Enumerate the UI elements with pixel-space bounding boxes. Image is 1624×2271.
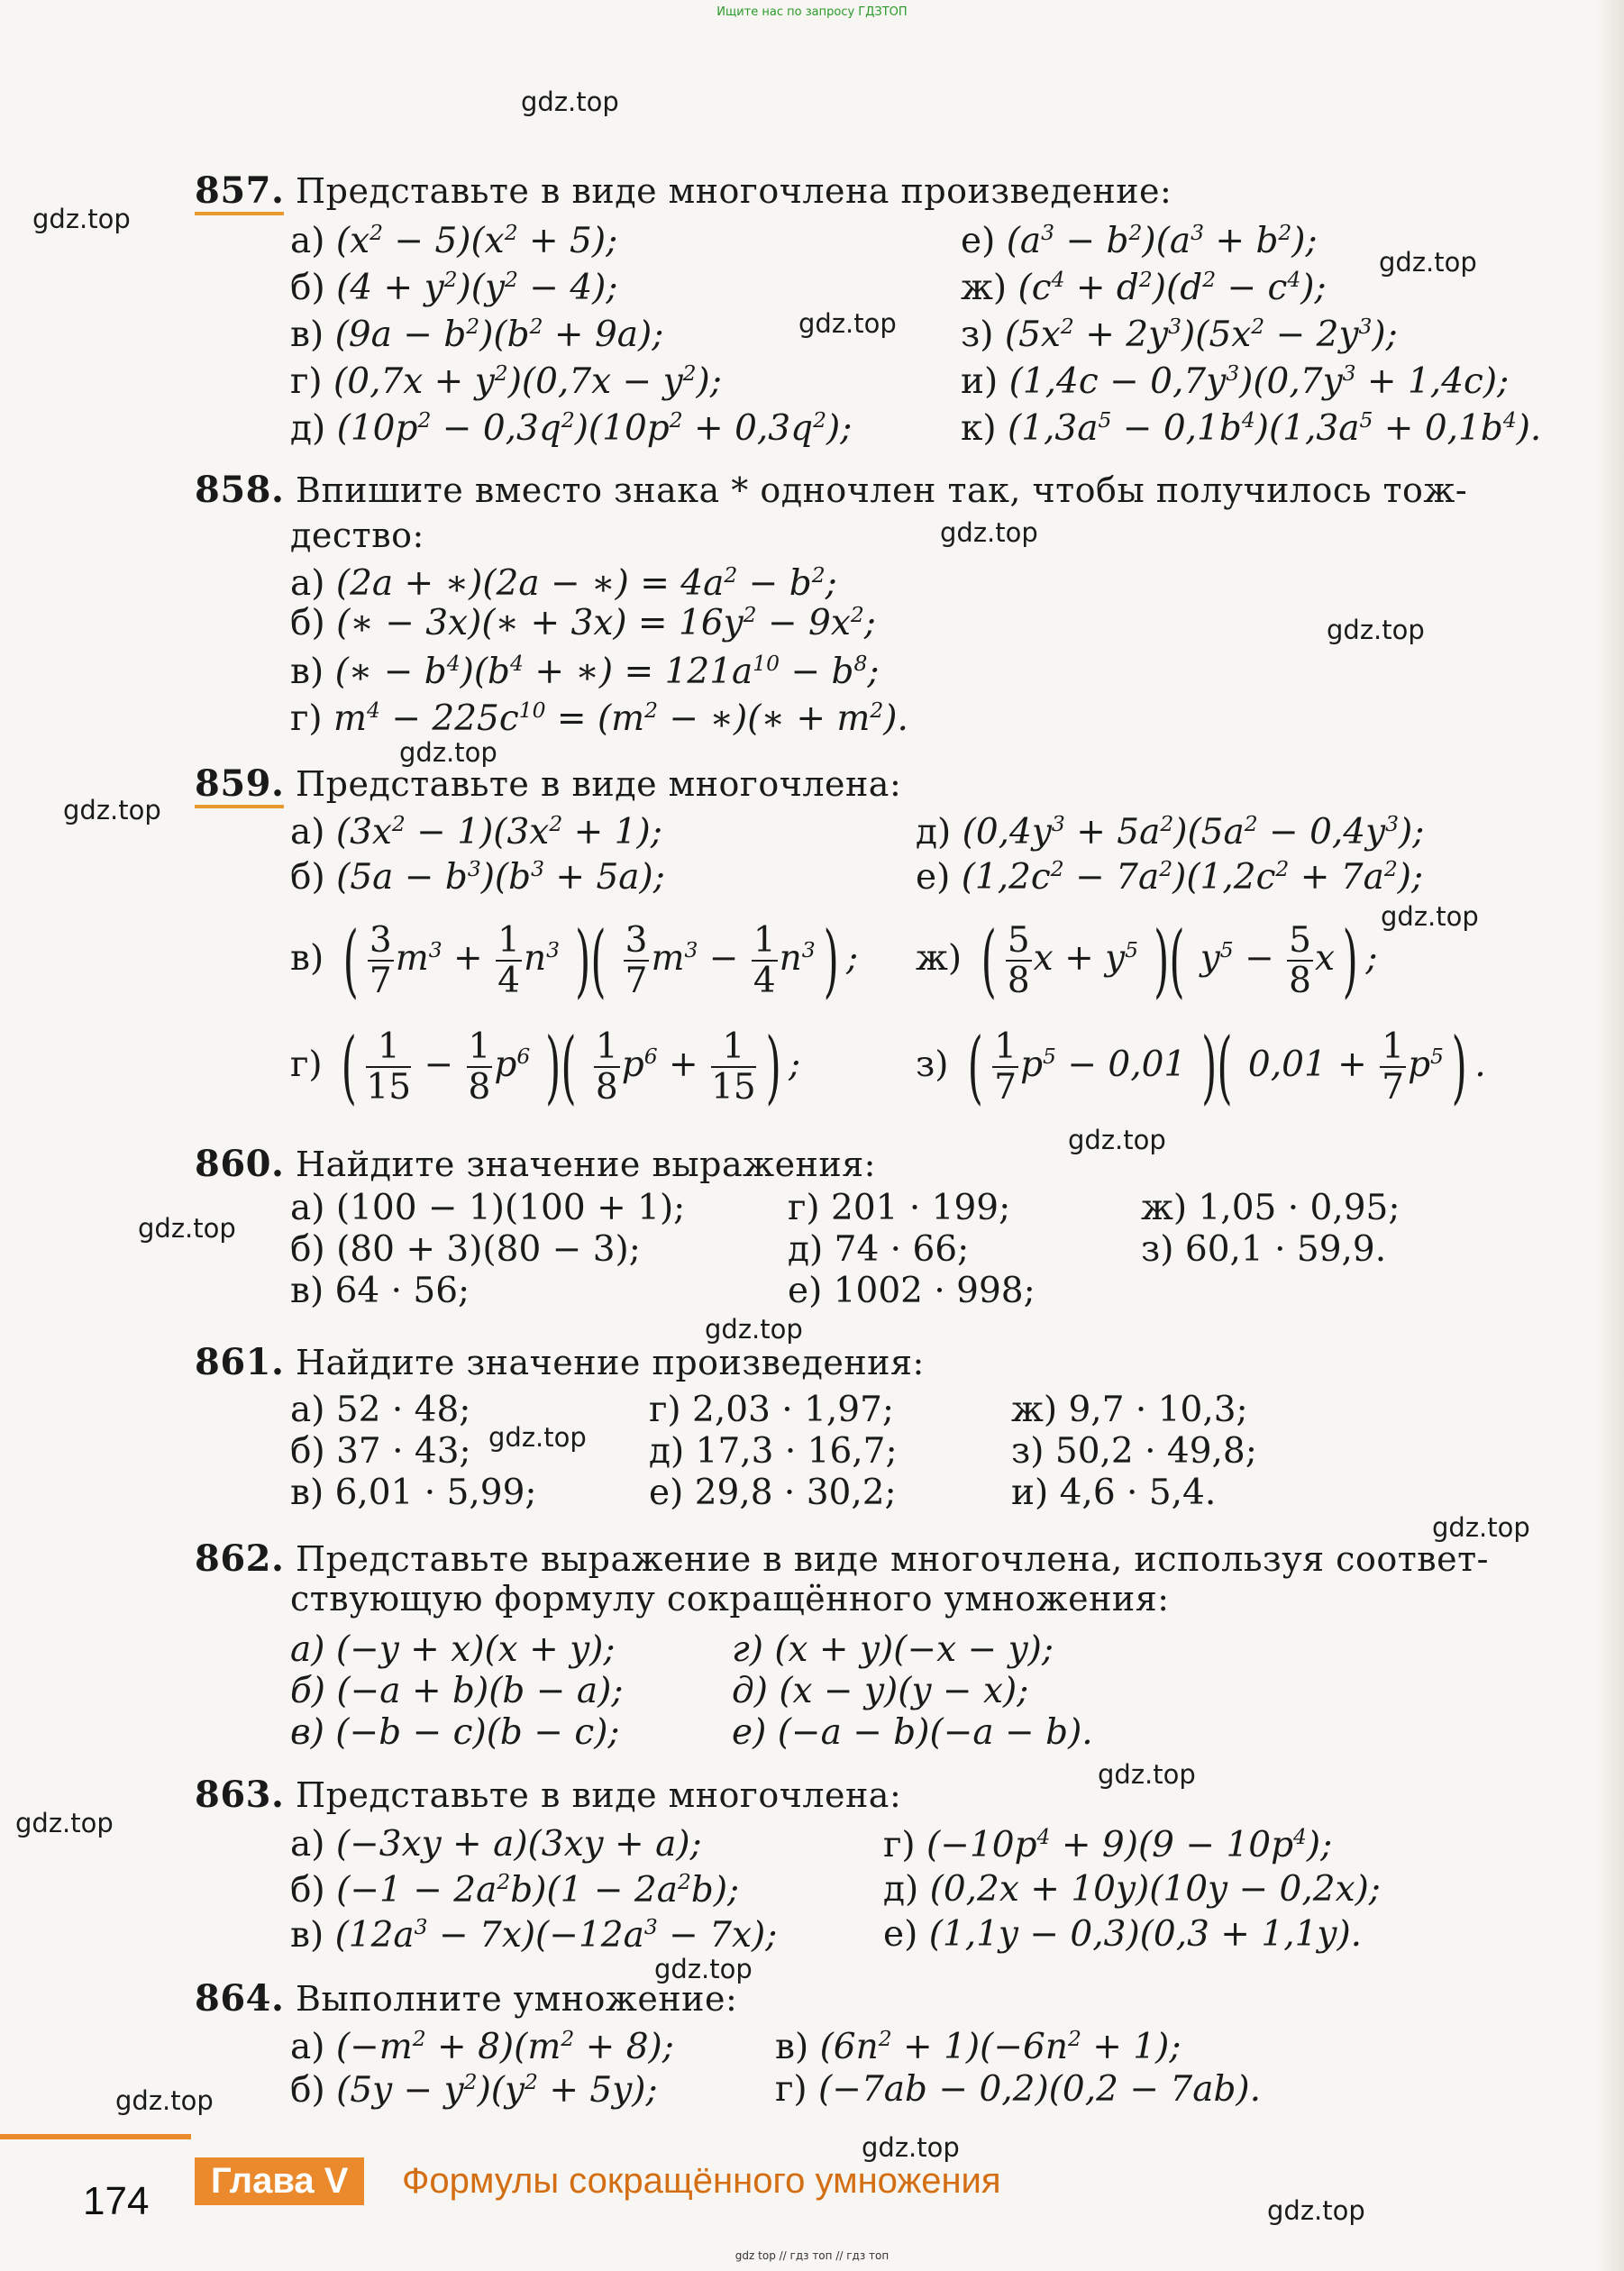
problem-number: 858. xyxy=(195,469,285,511)
page-number: 174 xyxy=(83,2179,150,2223)
expr: е) $(1,2c^2 - 7a^2)(1,2c^2 + 7a^2)$; xyxy=(916,856,1424,898)
expr: б) (80 + 3)(80 − 3); xyxy=(290,1229,641,1270)
expr: ж) 1,05 · 0,95; xyxy=(1141,1188,1400,1228)
problem-858-heading xyxy=(195,469,1467,511)
problem-text: Найдите значение выражения: xyxy=(296,1145,876,1184)
expr: д) (0,2x + 10y)(10y − 0,2x); xyxy=(883,1869,1381,1910)
watermark: gdz.top xyxy=(1381,901,1479,932)
problem-text: Представьте в виде многочлена: xyxy=(296,1775,902,1815)
expr: г) 2,03 · 1,97; xyxy=(649,1390,895,1430)
expr: з) ( $\frac{1}{7}$ $p^5 - 0,01$ )( 0,01 + $\frac{1}{7}$ $p^5$) . xyxy=(916,1020,1486,1113)
expr: к) $(1,3a^5 - 0,1b^4)(1,3a^5 + 0,1b^4)$. xyxy=(961,407,1542,449)
expr: в) $(6n^2 + 1)(-6n^2 + 1)$; xyxy=(775,2026,1182,2067)
watermark: gdz.top xyxy=(1068,1125,1166,1155)
expr: д) 74 · 66; xyxy=(788,1229,970,1270)
expr: г) (x + y)(−x − y); xyxy=(732,1629,1054,1670)
problem-number: 862. xyxy=(195,1537,285,1580)
expr: е) $(a^3 - b^2)(a^3 + b^2)$; xyxy=(961,220,1318,261)
expr: в) 64 · 56; xyxy=(290,1271,470,1311)
watermark: gdz.top xyxy=(1327,615,1425,645)
bottom-link[interactable]: gdz top // гдз топ // гдз топ xyxy=(734,2249,890,2262)
watermark: gdz.top xyxy=(654,1954,753,1984)
expr: а) $(x^2 - 5)(x^2 + 5)$; xyxy=(290,220,618,261)
expr: а) $(3x^2 - 1)(3x^2 + 1)$; xyxy=(290,811,662,853)
watermark: gdz.top xyxy=(63,795,161,825)
watermark: gdz.top xyxy=(521,87,619,117)
chapter-label: Глава V xyxy=(195,2157,364,2205)
problem-text: Впишите вместо знака * одночлен так, чтобы получилось тож- xyxy=(296,470,1468,510)
expr: б) $(5a - b^3)(b^3 + 5a)$; xyxy=(290,856,665,898)
problem-862-heading xyxy=(195,1537,1489,1580)
expr: а) (−y + x)(x + y); xyxy=(290,1629,616,1670)
expr: б) (−a + b)(b − a); xyxy=(290,1671,624,1711)
expr: ж) ( $\frac{5}{8}$ $x + y^5$ )( $y^5$ − $\frac{5}{8}$ x) ; xyxy=(916,914,1378,1007)
problem-859-heading xyxy=(195,762,901,805)
watermark: gdz.top xyxy=(115,2085,214,2116)
problem-text: Представьте в виде многочлена: xyxy=(296,764,902,804)
expr: б) $(-1 - 2a^2b)(1 - 2a^2b)$; xyxy=(290,1869,740,1911)
expr: а) (−3xy + a)(3xy + a); xyxy=(290,1824,702,1865)
expr: б) $(4 + y^2)(y^2 - 4)$; xyxy=(290,267,618,308)
problem-861-heading xyxy=(195,1341,925,1383)
expr: в) (∗ − $b^4)(b^4$ + ∗) = $121a^{10} - b^8$; xyxy=(290,651,880,692)
page-edge-shadow xyxy=(1597,0,1624,2271)
problem-text: Выполните умножение: xyxy=(296,1979,738,2019)
expr: е) (1,1y − 0,3)(0,3 + 1,1y). xyxy=(883,1914,1363,1955)
expr: в) (−b − c)(b − c); xyxy=(290,1712,620,1753)
problem-number: 864. xyxy=(195,1977,285,2020)
expr: г) $(-10p^4 + 9)(9 - 10p^4)$; xyxy=(883,1824,1333,1865)
expr: и) 4,6 · 5,4. xyxy=(1011,1473,1217,1513)
expr: ж) 9,7 · 10,3; xyxy=(1011,1390,1248,1430)
expr: а) (100 − 1)(100 + 1); xyxy=(290,1188,686,1228)
problem-text-cont: дество: xyxy=(290,515,424,555)
expr: а) 52 · 48; xyxy=(290,1390,471,1430)
watermark: gdz.top xyxy=(138,1213,236,1244)
problem-number: 857. xyxy=(195,169,284,215)
expr: б) $(5y - y^2)(y^2 + 5y)$; xyxy=(290,2069,658,2111)
watermark: gdz.top xyxy=(798,308,897,339)
problem-number: 861. xyxy=(195,1341,285,1383)
expr: а) (2a + ∗)(2a − ∗) = $4a^2 - b^2$; xyxy=(290,562,837,604)
expr: в) $(9a - b^2)(b^2 + 9a)$; xyxy=(290,314,664,355)
watermark: gdz.top xyxy=(705,1314,803,1345)
watermark: gdz.top xyxy=(1098,1759,1196,1790)
watermark: gdz.top xyxy=(1432,1512,1530,1543)
problem-864-heading xyxy=(195,1977,737,2020)
expr: г) $m^4 - 225c^{10} = (m^2$ − ∗)(∗ + $m^2$). xyxy=(290,698,908,739)
watermark: gdz.top xyxy=(488,1422,587,1453)
problem-text: Представьте в виде многочлена произведение: xyxy=(296,171,1172,211)
problem-text-cont: ствующую формулу сокращённого умножения: xyxy=(290,1579,1170,1619)
watermark: gdz.top xyxy=(1267,2195,1365,2226)
watermark: gdz.top xyxy=(399,737,497,768)
expr: д) 17,3 · 16,7; xyxy=(649,1431,898,1472)
expr: г) ( $\frac{1}{15}$ − $\frac{1}{8}$ $p^6$ )( $\frac{1}{8}$ $p^6$ + $\frac{1}{15}$ ) ; xyxy=(290,1020,801,1113)
problem-number: 860. xyxy=(195,1143,285,1185)
expr: е) 1002 · 998; xyxy=(788,1271,1036,1311)
expr: е) 29,8 · 30,2; xyxy=(649,1473,897,1513)
expr: з) 50,2 · 49,8; xyxy=(1011,1431,1257,1472)
expr: д) $(0,4y^3 + 5a^2)(5a^2 - 0,4y^3)$; xyxy=(916,811,1425,853)
watermark: gdz.top xyxy=(1379,247,1477,278)
watermark: gdz.top xyxy=(940,517,1038,548)
expr: з) $(5x^2 + 2y^3)(5x^2 - 2y^3)$; xyxy=(961,314,1398,355)
expr: з) 60,1 · 59,9. xyxy=(1141,1229,1387,1270)
problem-857-heading xyxy=(195,169,1172,212)
expr: и) $(1,4c - 0,7y^3)(0,7y^3 + 1,4c)$; xyxy=(961,360,1510,402)
expr: а) $(-m^2 + 8)(m^2 + 8)$; xyxy=(290,2026,674,2067)
watermark: gdz.top xyxy=(32,204,131,234)
watermark: gdz.top xyxy=(862,2132,960,2163)
expr: в) $(12a^3 - 7x)(-12a^3 - 7x)$; xyxy=(290,1914,778,1956)
watermark: gdz.top xyxy=(15,1808,114,1838)
expr: г) 201 · 199; xyxy=(788,1188,1011,1228)
expr: д) $(10p^2 - 0,3q^2)(10p^2 + 0,3q^2)$; xyxy=(290,407,853,449)
expr: в) ( $\frac{3}{7}$ $m^3$ + $\frac{1}{4}$ $n^3$ )( $\frac{3}{7}$ $m^3$ − $\frac{1}{4}$ $n^3$) ; xyxy=(290,914,859,1007)
problem-860-heading xyxy=(195,1143,876,1185)
expr: в) 6,01 · 5,99; xyxy=(290,1473,537,1513)
top-link[interactable]: Ищите нас по запросу ГДЗТОП xyxy=(716,5,908,19)
expr: е) (−a − b)(−a − b). xyxy=(732,1712,1093,1753)
problem-number: 863. xyxy=(195,1774,285,1816)
expr: д) (x − y)(y − x); xyxy=(732,1671,1029,1711)
problem-number: 859. xyxy=(195,762,284,808)
expr: г) $(0,7x + y^2)(0,7x - y^2)$; xyxy=(290,360,722,402)
problem-863-heading xyxy=(195,1774,901,1816)
expr: б) (∗ − 3x)(∗ + $3x) = 16y^2 - 9x^2$; xyxy=(290,602,876,643)
chapter-title: Формулы сокращённого умножения xyxy=(402,2161,1001,2201)
expr: б) 37 · 43; xyxy=(290,1431,471,1472)
expr: г) (−7ab − 0,2)(0,2 − 7ab). xyxy=(775,2069,1262,2110)
expr: ж) $(c^4 + d^2)(d^2 - c^4)$; xyxy=(961,267,1327,308)
problem-text: Найдите значение произведения: xyxy=(296,1343,925,1382)
footer-strip xyxy=(0,2134,191,2139)
problem-text: Представьте выражение в виде многочлена, используя соответ- xyxy=(296,1539,1489,1579)
